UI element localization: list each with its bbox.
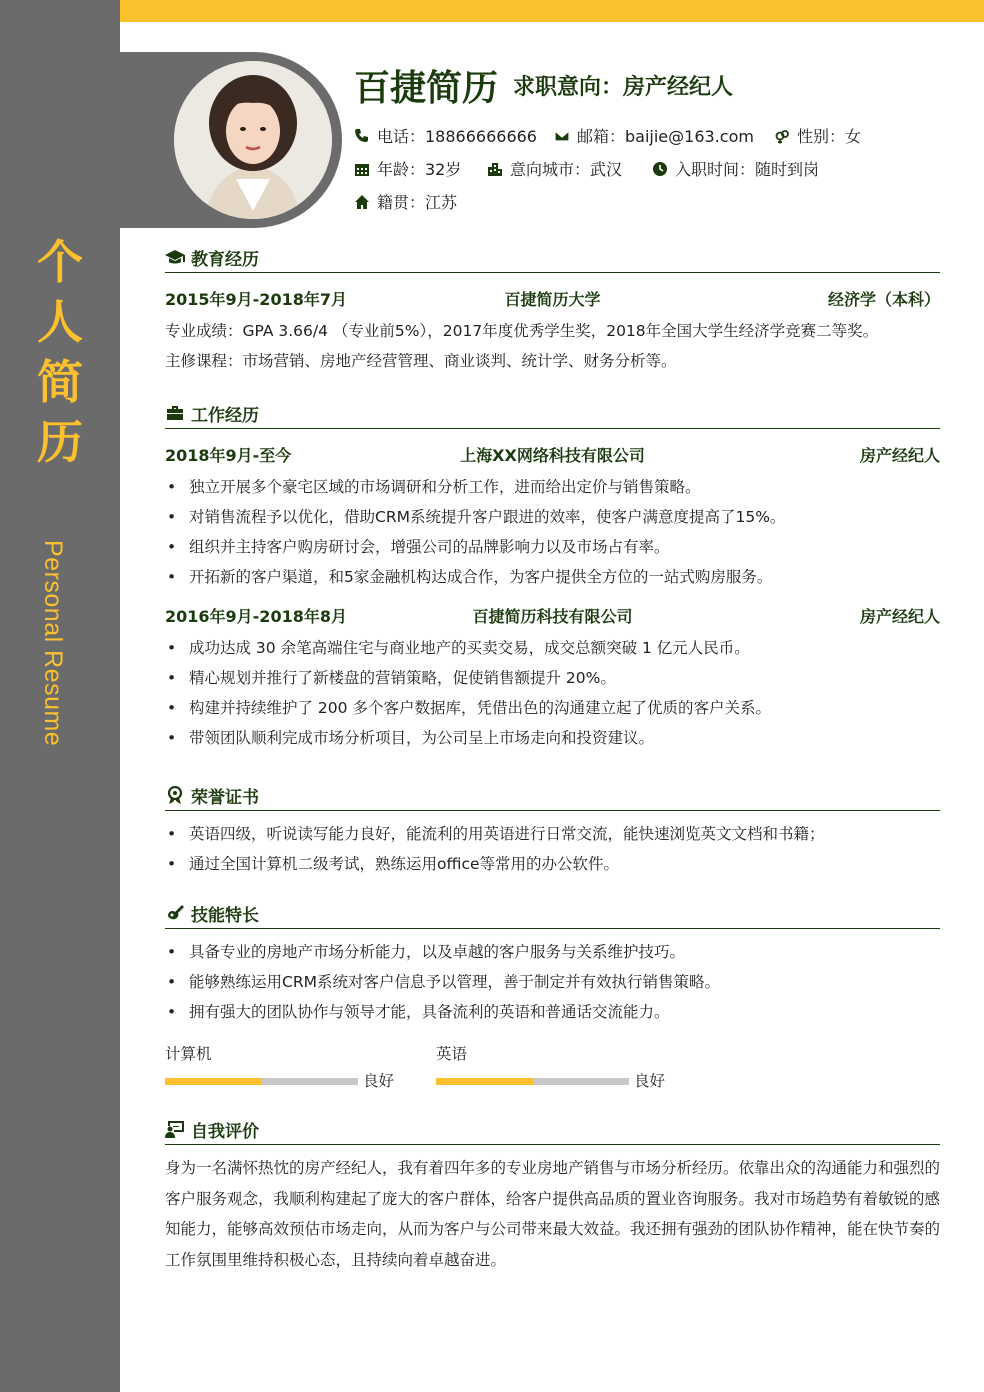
info-email [554,124,754,147]
job-row [165,443,940,466]
job-period: 2016年9月-2018年8月 [165,607,347,626]
education-section [165,242,940,376]
home-icon [354,194,370,210]
origin-text: 籍贯：江苏 [377,193,458,212]
skill-label: 英语 [436,1045,468,1063]
age-text: 年龄：32岁 [377,160,462,179]
list-item: • 独立开展多个豪宅区域的市场调研和分析工作，进而给出定价与销售策略。 [165,472,940,502]
sidebar-title [30,232,90,472]
phone-text: 电话：18866666666 [377,127,537,146]
skill-bar [165,1078,358,1085]
sidebar-title-char: 人 [37,295,83,349]
work-title: 工作经历 [191,405,259,426]
work-section [165,398,940,753]
info-city [487,157,622,180]
education-heading [165,242,940,273]
list-item: • 构建并持续维护了 200 多个客户数据库，凭借出色的沟通建立起了优质的客户关系。 [165,693,940,723]
sidebar-title-char: 历 [37,415,83,469]
skills-title: 技能特长 [191,905,259,926]
skill-label: 计算机 [165,1045,212,1063]
education-school: 百捷简历大学 [504,290,601,309]
info-phone [354,124,537,147]
info-gender [774,124,861,147]
list-item: • 英语四级，听说读写能力良好，能流利的用英语进行日常交流，能快速浏览英文文档和书籍； [165,819,940,849]
education-row [165,287,940,310]
email-text: 邮箱：baijie@163.com [577,127,754,146]
skill-bar-fill [165,1078,262,1085]
skill-level: 良好 [363,1072,395,1090]
clock-icon [652,161,668,177]
honors-title: 荣誉证书 [191,787,259,808]
sidebar-subtitle: Personal Resume [39,540,67,747]
list-item: • 开拓新的客户渠道，和5家金融机构达成合作，为客户提供全方位的一站式购房服务。 [165,562,940,592]
job-role: 房产经纪人 [859,446,940,465]
resume-name: 百捷简历 [354,68,499,109]
sidebar [0,0,120,1392]
job-role: 房产经纪人 [859,607,940,626]
education-line: 专业成绩：GPA 3.66/4 （专业前5%），2017年度优秀学生奖，2018年全国大学生经济学竞赛二等奖。 [165,322,879,340]
guitar-icon [165,904,185,922]
avatar [174,61,332,219]
skill-bar [436,1078,629,1085]
list-item: • 组织并主持客户购房研讨会，增强公司的品牌影响力以及市场占有率。 [165,532,940,562]
self-heading [165,1114,940,1145]
skill-bar-fill [436,1078,533,1085]
info-start [652,157,819,180]
start-text: 入职时间：随时到岗 [675,160,820,179]
building-icon [487,161,503,177]
list-item: • 精心规划并推行了新楼盘的营销策略，促使销售额提升 20%。 [165,663,940,693]
gender-text: 性别：女 [797,127,862,146]
list-item: • 成功达成 30 余笔高端住宅与商业地产的买卖交易，成交总额突破 1 亿元人民币。 [165,633,940,663]
list-item: • 具备专业的房地产市场分析能力，以及卓越的客户服务与关系维护技巧。 [165,937,940,967]
sidebar-title-char: 简 [37,355,83,409]
list-item: • 带领团队顺利完成市场分析项目，为公司呈上市场走向和投资建议。 [165,723,940,753]
envelope-icon [554,128,570,144]
gender-icon [774,128,790,144]
list-item: • 对销售流程予以优化，借助CRM系统提升客户跟进的效率，使客户满意度提高了15%。 [165,502,940,532]
skills-section [165,898,940,1027]
medal-icon [165,786,185,804]
sidebar-title-char: 个 [37,235,83,289]
info-origin [354,190,457,213]
job-company: 上海XX网络科技有限公司 [460,446,645,465]
education-period: 2015年9月-2018年7月 [165,290,347,309]
job-company: 百捷简历科技有限公司 [472,607,633,626]
honors-section [165,780,940,879]
skills-heading [165,898,940,929]
skill-level: 良好 [634,1072,666,1090]
honors-heading [165,780,940,811]
graduation-cap-icon [165,248,185,266]
education-line: 主修课程：市场营销、房地产经营管理、商业谈判、统计学、财务分析等。 [165,352,677,370]
skills-bullets [165,937,940,1027]
calendar-icon [354,161,370,177]
education-major: 经济学（本科） [827,290,940,309]
info-age [354,157,461,180]
self-title: 自我评价 [191,1121,259,1142]
self-text: 身为一名满怀热忱的房产经纪人，我有着四年多的专业房地产销售与市场分析经历。依靠出众的沟通能力和强烈的客户服务观念，我顺利构建起了庞大的客户群体，给客户提供高品质的置业咨询服务。我对市场趋势有着敏锐的感知能力，能够高效预估市场走向，从而为客户与公司带来最大效益。我还拥有强劲的团队协作精神，能在快节奏的工作氛围里维持积极心态，且持续向着卓越奋进。 [165,1159,941,1269]
briefcase-icon [165,404,185,422]
presenter-icon [165,1120,185,1138]
education-title: 教育经历 [191,249,259,270]
skill-meter-computer [165,1042,395,1090]
honors-bullets [165,819,940,879]
list-item: • 能够熟练运用CRM系统对客户信息予以管理，善于制定并有效执行销售策略。 [165,967,940,997]
job-bullets [165,472,940,592]
self-section [165,1114,940,1275]
job-period: 2018年9月-至今 [165,446,292,465]
job-intent: 求职意向：房产经纪人 [513,75,734,100]
skill-meter-english [436,1042,666,1090]
job-row [165,604,940,627]
list-item: • 通过全国计算机二级考试，熟练运用office等常用的办公软件。 [165,849,940,879]
work-heading [165,398,940,429]
city-text: 意向城市：武汉 [510,160,623,179]
top-accent-bar [120,0,984,22]
job-bullets [165,633,940,753]
phone-icon [354,128,370,144]
list-item: • 拥有强大的团队协作与领导才能，具备流利的英语和普通话交流能力。 [165,997,940,1027]
